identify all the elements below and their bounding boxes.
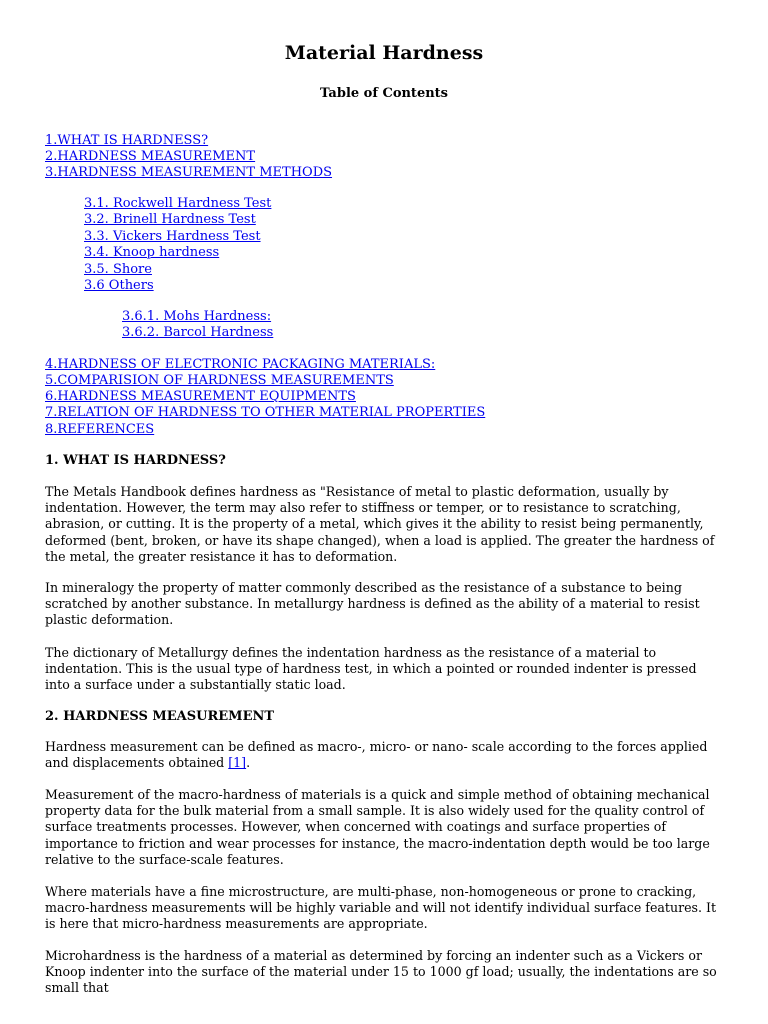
toc-link-mohs[interactable]: 3.6.1. Mohs Hardness: xyxy=(122,309,272,324)
toc-link-brinell[interactable]: 3.2. Brinell Hardness Test xyxy=(84,212,256,227)
toc-link-rockwell[interactable]: 3.1. Rockwell Hardness Test xyxy=(84,196,272,211)
toc-heading: Table of Contents xyxy=(320,86,448,101)
paragraph: The Metals Handbook defines hardness as "Resistance of metal to plastic deformation, usually by indentation. However, the term may also refer to stiffness or temper, or to resistance to scratching, abrasion, or cutting. It is the property of a metal, which gives it the ability to resist being permanently, deformed (bent, broken, or have its shape changed), when a load is applied. The greater the hardness of the metal, the greater resistance it has to deformation. xyxy=(45,484,715,564)
toc-link-relation-properties[interactable]: 7.RELATION OF HARDNESS TO OTHER MATERIAL PROPERTIES xyxy=(45,405,486,420)
paragraph: In mineralogy the property of matter commonly described as the resistance of a substance to being scratched by another substance. In metallurgy hardness is defined as the ability of a material to resist plastic deformation. xyxy=(45,580,700,628)
section-heading-what-is-hardness: 1. WHAT IS HARDNESS? xyxy=(45,453,226,468)
paragraph: The dictionary of Metallurgy defines the indentation hardness as the resistance of a material to indentation. This is the usual type of hardness test, in which a pointed or rounded indenter is pressed into a surface under a substantially static load. xyxy=(45,645,697,693)
section-heading-hardness-measurement: 2. HARDNESS MEASUREMENT xyxy=(45,709,275,724)
paragraph: Measurement of the macro-hardness of materials is a quick and simple method of obtaining mechanical property data for the bulk material from a small sample. It is also widely used for the quality control of surface treatments processes. However, when concerned with coatings and surface properties of importance to friction and wear processes for instance, the macro-indentation depth would be too large relative to the surface-scale features. xyxy=(45,787,710,867)
paragraph xyxy=(45,739,725,771)
page-title: Material Hardness xyxy=(284,42,484,64)
toc-link-others[interactable]: 3.6 Others xyxy=(84,278,154,293)
toc-link-knoop[interactable]: 3.4. Knoop hardness xyxy=(84,245,220,260)
toc-link-references[interactable]: 8.REFERENCES xyxy=(45,422,155,437)
toc-link-electronic-packaging[interactable]: 4.HARDNESS OF ELECTRONIC PACKAGING MATERIALS: xyxy=(45,357,436,372)
toc-link-barcol[interactable]: 3.6.2. Barcol Hardness xyxy=(122,325,274,340)
toc-link-measurement-methods[interactable]: 3.HARDNESS MEASUREMENT METHODS xyxy=(45,165,333,180)
paragraph: Where materials have a fine microstructure, are multi-phase, non-homogeneous or prone to cracking, macro-hardness measurements will be highly variable and will not identify individual surface features. It is here that micro-hardness measurements are appropriate. xyxy=(45,884,717,932)
toc-link-equipments[interactable]: 6.HARDNESS MEASUREMENT EQUIPMENTS xyxy=(45,389,356,404)
toc-link-what-is-hardness[interactable]: 1.WHAT IS HARDNESS? xyxy=(45,133,209,148)
toc-link-vickers[interactable]: 3.3. Vickers Hardness Test xyxy=(84,229,261,244)
paragraph: Microhardness is the hardness of a material as determined by forcing an indenter such as a Vickers or Knoop indenter into the surface of the material under 15 to 1000 gf load; usually, the indentations are so small that xyxy=(45,948,717,996)
toc-link-shore[interactable]: 3.5. Shore xyxy=(84,262,152,277)
paragraph-text: Hardness measurement can be defined as macro-, micro- or nano- scale according to the forces applied and displacements obtained xyxy=(45,739,708,771)
toc-link-hardness-measurement[interactable]: 2.HARDNESS MEASUREMENT xyxy=(45,149,256,164)
reference-link-1[interactable]: [1] xyxy=(228,755,247,771)
toc-link-comparision[interactable]: 5.COMPARISION OF HARDNESS MEASUREMENTS xyxy=(45,373,394,388)
paragraph-end: . xyxy=(246,755,251,771)
